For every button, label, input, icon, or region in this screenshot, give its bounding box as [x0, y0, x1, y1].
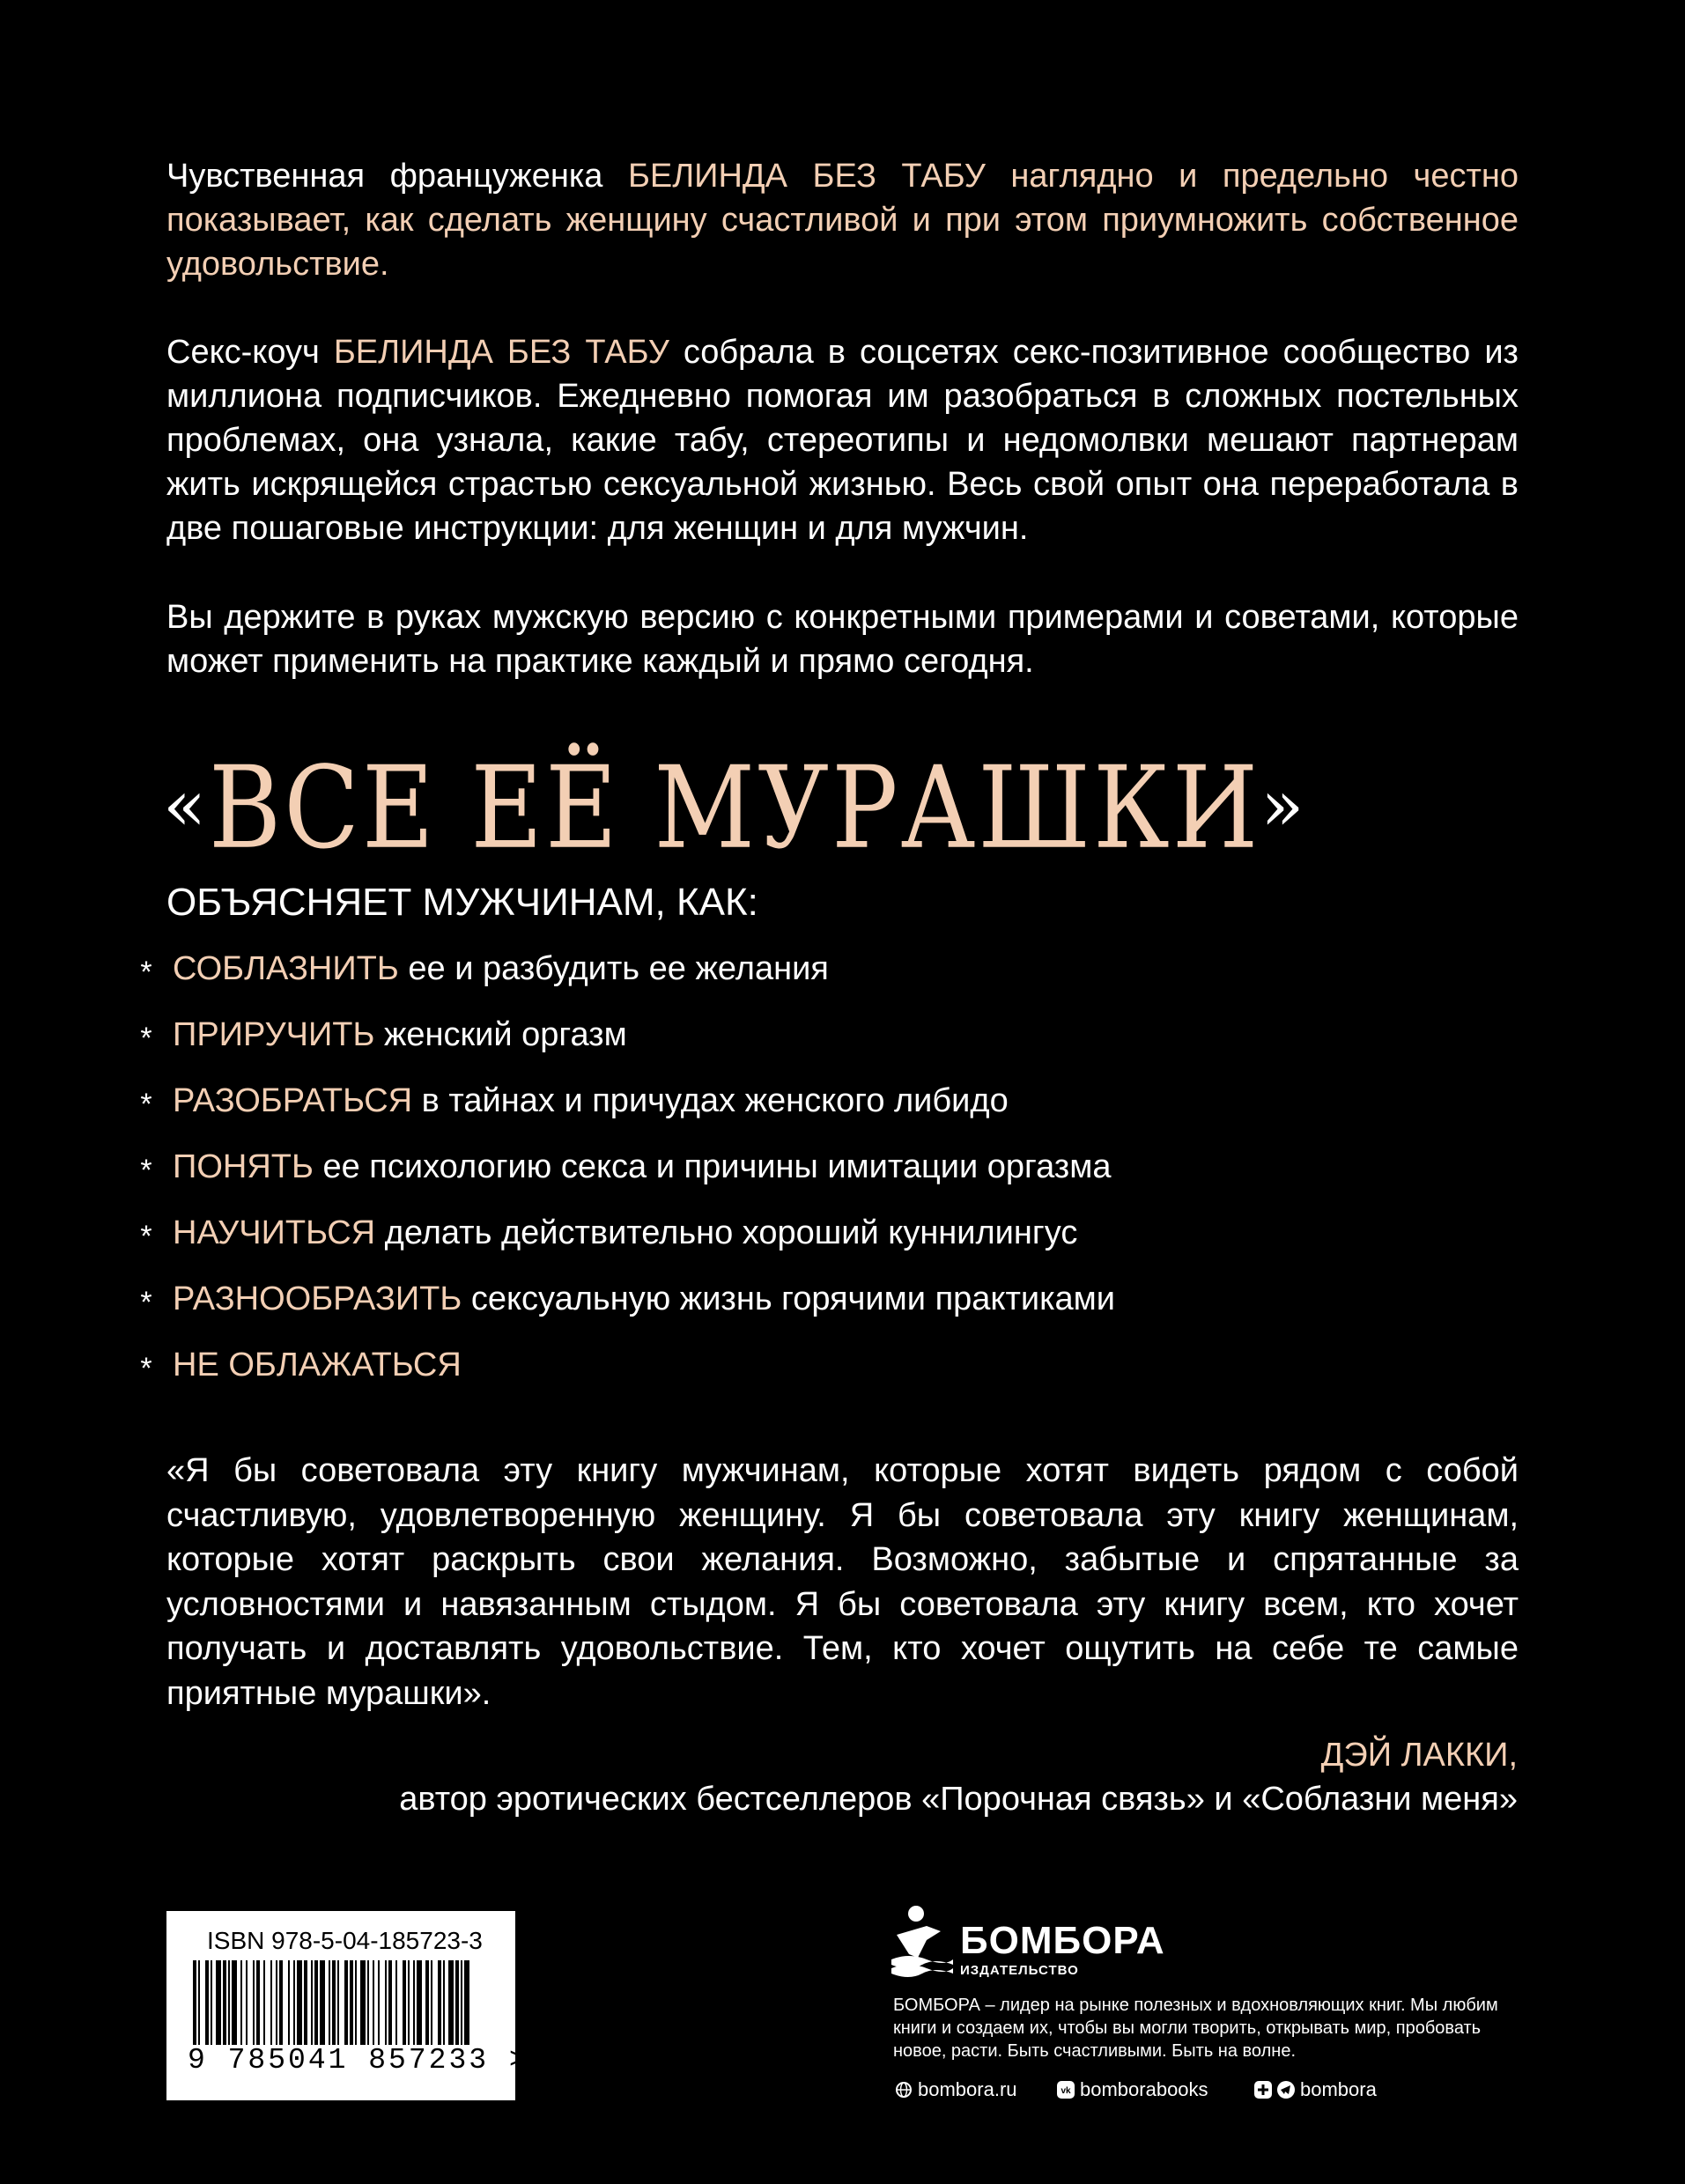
intro-text: Чувственная француженка [166, 158, 628, 195]
barcode-bar [425, 1960, 429, 2045]
barcode-bar [385, 1960, 387, 2045]
intro-text: Секс-коуч [166, 334, 334, 371]
asterisk-icon: * [140, 1022, 152, 1055]
quote-attribution [399, 1733, 1518, 1821]
intro-text: наглядно и предельно честно показывает, как сделать женщину счастливой и при этом приумножить собственное удовольствие. [166, 158, 1519, 283]
barcode-bar [297, 1960, 302, 2045]
barcode-bar [288, 1960, 290, 2045]
barcode-bar [413, 1960, 415, 2045]
bullet-text: сексуальную жизнь горячими практиками [462, 1280, 1116, 1317]
list-item [132, 1339, 1541, 1405]
intro-paragraph-1 [166, 154, 1519, 286]
author-name-highlight: БЕЛИНДА БЕЗ ТАБУ [333, 334, 669, 371]
barcode-bar [193, 1960, 196, 2045]
barcode-bar [256, 1960, 260, 2045]
barcode-bar [443, 1960, 445, 2045]
list-item [132, 1008, 1541, 1074]
globe-icon [895, 2081, 913, 2099]
plus-icon [1254, 2081, 1272, 2099]
social-link-text: bombora.ru [918, 2078, 1017, 2100]
barcode-bar [355, 1960, 357, 2045]
barcode-bar [417, 1960, 422, 2045]
isbn-label: ISBN 978-5-04-185723-3 [207, 1927, 483, 1954]
barcode-bar [403, 1960, 406, 2045]
subheading: ОБЪЯСНЯЕТ МУЖЧИНАМ, КАК: [166, 881, 758, 924]
barcode-bar [228, 1960, 230, 2045]
barcode-bar [344, 1960, 348, 2045]
title-close-quote: » [1260, 764, 1307, 846]
asterisk-icon: * [140, 1154, 152, 1187]
barcode-bar [293, 1960, 295, 2045]
barcode-bar [378, 1960, 380, 2045]
barcode-bar [332, 1960, 336, 2045]
bullet-keyword: НАУЧИТЬСЯ [173, 1214, 376, 1251]
bullet-keyword: РАЗНООБРАЗИТЬ [173, 1280, 462, 1317]
list-item [132, 1140, 1541, 1206]
barcode-bar [464, 1960, 469, 2045]
barcode-bar [337, 1960, 339, 2045]
barcode-bar [448, 1960, 454, 2045]
asterisk-icon: * [140, 1352, 152, 1385]
list-item [132, 942, 1541, 1008]
social-link-website[interactable] [895, 2077, 1017, 2102]
list-item [132, 1273, 1541, 1339]
barcode-bar [455, 1960, 459, 2045]
bullet-text: делать действительно хороший куннилингус [375, 1214, 1078, 1251]
barcode-bar [350, 1960, 353, 2045]
bombora-logo-icon [891, 1905, 953, 1979]
list-item [132, 1074, 1541, 1140]
intro-text: собрала в соцсетях секс-позитивное сообщество из миллиона подписчиков. Ежедневно помогая им разобраться в сложных постельных проблемах, она узнала, какие табу, стереотипы и недомолвки мешают партнерам жить искрящейся страстью сексуальной жизнью. Весь свой опыт она переработала в две пошаговые инструкции: для женщин и для мужчин. [166, 334, 1519, 547]
publisher-name: БОМБОРА [960, 1919, 1165, 1962]
bullet-text: в тайнах и причудах женского либидо [412, 1082, 1009, 1119]
bullet-text: ее психологию секса и причины имитации оргазма [313, 1148, 1112, 1185]
intro-paragraph-3: Вы держите в руках мужскую версию с конкретными примерами и советами, которые может применить на практике каждый и прямо сегодня. [166, 599, 1519, 680]
barcode-bar [373, 1960, 374, 2045]
barcode-image [193, 1960, 471, 2045]
publisher-subtitle: ИЗДАТЕЛЬСТВО [960, 1963, 1079, 1978]
title-open-quote: « [163, 764, 209, 846]
barcode-bar [240, 1960, 242, 2045]
bullet-keyword: НЕ ОБЛАЖАТЬСЯ [173, 1347, 462, 1383]
barcode-bar [311, 1960, 313, 2045]
barcode-bar [360, 1960, 366, 2045]
isbn-barcode-box [166, 1911, 529, 2100]
bullet-keyword: РАЗОБРАТЬСЯ [173, 1082, 413, 1119]
barcode-bar [205, 1960, 209, 2045]
asterisk-icon: * [140, 1088, 152, 1121]
social-link-vk[interactable] [1057, 2077, 1208, 2102]
barcode-bar [431, 1960, 432, 2045]
bullet-keyword: ПРИРУЧИТЬ [173, 1016, 375, 1053]
list-item [132, 1206, 1541, 1273]
intro-paragraph-2 [166, 330, 1519, 550]
barcode-bar [461, 1960, 462, 2045]
bullet-keyword: СОБЛАЗНИТЬ [173, 950, 399, 987]
barcode-bar [276, 1960, 277, 2045]
title-text: ВСЕ ЕЁ МУРАШКИ [208, 742, 1261, 874]
barcode-bar [388, 1960, 392, 2045]
barcode-bar [314, 1960, 318, 2045]
barcode-bar [395, 1960, 397, 2045]
bullet-text: женский оргазм [374, 1016, 627, 1053]
asterisk-icon: * [140, 1286, 152, 1319]
bullet-list [132, 942, 1541, 1405]
author-name-highlight: БЕЛИНДА БЕЗ ТАБУ [627, 158, 986, 195]
barcode-bar [246, 1960, 248, 2045]
asterisk-icon: * [140, 956, 152, 989]
bullet-text: ее и разбудить ее желания [398, 950, 829, 987]
social-link-text: bombora [1300, 2078, 1377, 2100]
barcode-bar [329, 1960, 330, 2045]
barcode-bar [216, 1960, 221, 2045]
barcode-bar [211, 1960, 212, 2045]
barcode-bar [253, 1960, 255, 2045]
barcode-bar [304, 1960, 307, 2045]
quote-author-description: автор эротических бестселлеров «Порочная связь» и «Соблазни меня» [399, 1781, 1518, 1818]
barcode-bar [408, 1960, 410, 2045]
social-link-telegram[interactable] [1254, 2077, 1377, 2102]
barcode-bar [438, 1960, 441, 2045]
barcode-bar [320, 1960, 325, 2045]
barcode-bar [198, 1960, 200, 2045]
bullet-keyword: ПОНЯТЬ [173, 1148, 314, 1185]
barcode-bar [232, 1960, 237, 2045]
barcode-bar [263, 1960, 265, 2045]
testimonial-quote: «Я бы советовала эту книгу мужчинам, которые хотят видеть рядом с собой счастливую, удовлетворенную женщину. Я бы советовала эту книгу женщинам, которые хотят раскрыть свои желания. Возможно, забытые и спрятанные за условностями и навязанным стыдом. Я бы советовала эту книгу всем, кто хочет получать и доставлять удовольствие. Тем, кто хочет ощутить на себе те самые приятные мурашки». [166, 1452, 1519, 1712]
svg-text:vk: vk [1061, 2086, 1071, 2096]
barcode-bar [223, 1960, 226, 2045]
telegram-icon [1277, 2081, 1295, 2099]
quote-author-name: ДЭЙ ЛАККИ, [1320, 1737, 1518, 1774]
asterisk-icon: * [140, 1220, 152, 1253]
book-title [163, 742, 1307, 874]
barcode-digits: 9 785041 857233 > [188, 2044, 529, 2077]
barcode-bar [279, 1960, 283, 2045]
publisher-description: БОМБОРА – лидер на рынке полезных и вдохновляющих книг. Мы любим книги и создаем их, чтобы вы могли творить, открывать мир, пробовать новое, расти. Быть счастливыми. Быть на волне. [893, 1996, 1498, 2061]
barcode-bar [270, 1960, 272, 2045]
barcode-bar [367, 1960, 369, 2045]
social-link-text: bomborabooks [1080, 2078, 1208, 2100]
vk-icon [1057, 2081, 1075, 2099]
